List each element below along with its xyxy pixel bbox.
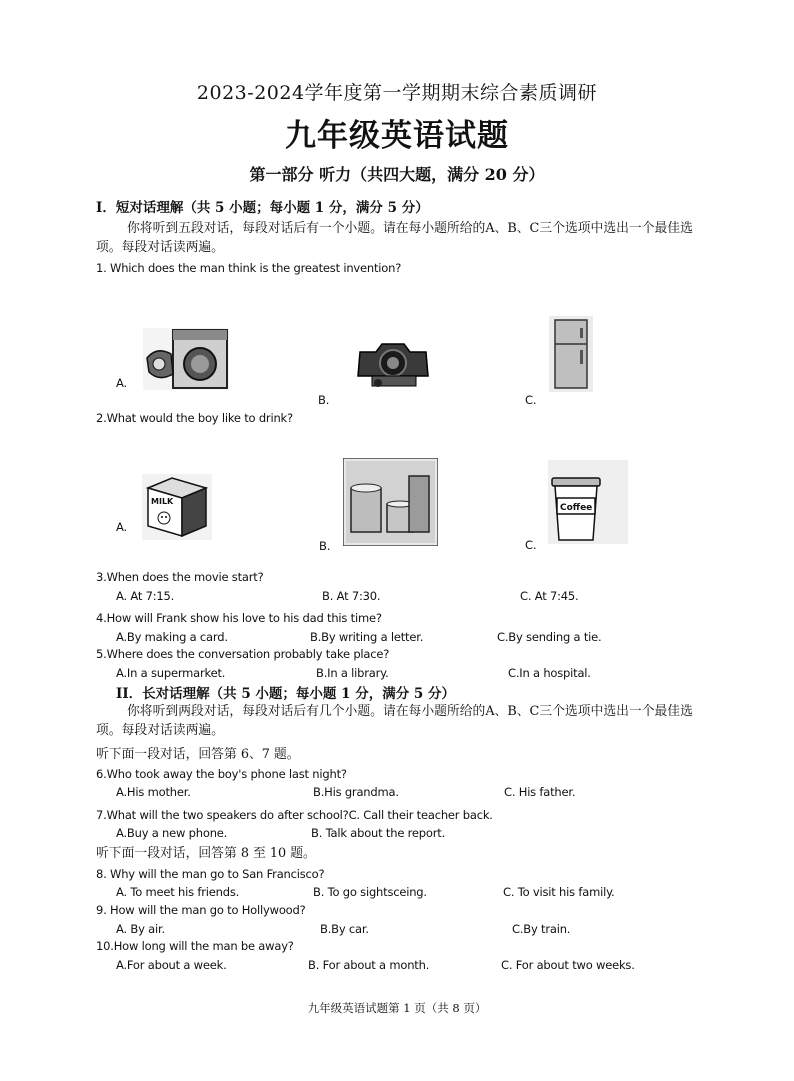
q7-option-b: B. Talk about the report. (311, 826, 446, 840)
q4-option-b: B.By writing a letter. (310, 630, 424, 644)
question-5: 5.Where does the conversation probably take place? (96, 647, 390, 661)
section1-instruction-line1: 你将听到五段对话，每段对话后有一个小题。请在每小题所给的A、B、C三个选项中选出一个最佳选 (127, 221, 693, 236)
q1-option-a-label: A. (116, 376, 127, 390)
q10-option-c: C. For about two weeks. (501, 958, 635, 972)
q10-option-a: A.For about a week. (116, 958, 227, 972)
q5-option-c: C.In a hospital. (508, 666, 591, 680)
q2-option-b-label: B. (319, 539, 331, 553)
q6-option-a: A.His mother. (116, 785, 191, 799)
q2-option-c-label: C. (525, 538, 537, 552)
question-4: 4.How will Frank show his love to his dad this time? (96, 611, 382, 625)
q8-option-b: B. To go sightsceing. (313, 885, 427, 899)
question-10: 10.How long will the man be away? (96, 939, 294, 953)
question-2: 2.What would the boy like to drink? (96, 411, 293, 425)
q3-option-a: A. At 7:15. (116, 589, 175, 603)
washing-machine-icon (143, 328, 229, 390)
q3-option-b: B. At 7:30. (322, 589, 381, 603)
dialogue-lead-8-10: 听下面一段对话，回答第 8 至 10 题。 (96, 846, 316, 861)
part-heading: 第一部分 听力（共四大题，满分 20 分） (249, 165, 545, 184)
dialogue-lead-6-7: 听下面一段对话，回答第 6、7 题。 (96, 747, 300, 762)
section1-instruction-line2: 项。每段对话读两遍。 (96, 240, 224, 255)
q10-option-b: B. For about a month. (308, 958, 430, 972)
exam-line: 2023-2024学年度第一学期期末综合素质调研 (196, 82, 598, 104)
q9-option-b: B.By car. (320, 922, 369, 936)
q2-option-a-label: A. (116, 520, 127, 534)
coffee-cup-icon (548, 460, 628, 544)
section2-instruction-line1: 你将听到两段对话，每段对话后有几个小题。请在每小题所给的A、B、C三个选项中选出一个最佳选 (127, 704, 693, 719)
question-6: 6.Who took away the boy's phone last night? (96, 767, 347, 781)
milk-carton-icon (142, 474, 212, 540)
page-footer: 九年级英语试题第 1 页（共 8 页） (307, 1001, 487, 1015)
q4-option-c: C.By sending a tie. (497, 630, 602, 644)
water-glasses-icon (343, 458, 438, 546)
q3-option-c: C. At 7:45. (520, 589, 579, 603)
q8-option-c: C. To visit his family. (503, 885, 615, 899)
coffee-label: Coffee (560, 503, 593, 513)
q1-option-b-label: B. (318, 393, 330, 407)
question-3: 3.When does the movie start? (96, 570, 264, 584)
q9-option-c: C.By train. (512, 922, 571, 936)
camera-icon (354, 338, 432, 390)
q8-option-a: A. To meet his friends. (116, 885, 240, 899)
question-8: 8. Why will the man go to San Francisco? (96, 867, 325, 881)
q6-option-b: B.His grandma. (313, 785, 399, 799)
q4-option-a: A.By making a card. (116, 630, 228, 644)
q5-option-b: B.In a library. (316, 666, 389, 680)
section1-heading: I．短对话理解（共 5 小题；每小题 1 分，满分 5 分） (96, 200, 429, 216)
q1-option-c-label: C. (525, 393, 537, 407)
milk-label: MILK (151, 497, 174, 506)
q9-option-a: A. By air. (116, 922, 165, 936)
fridge-icon (549, 316, 593, 392)
q5-option-a: A.In a supermarket. (116, 666, 226, 680)
section2-instruction-line2: 项。每段对话读两遍。 (96, 723, 224, 738)
question-9: 9. How will the man go to Hollywood? (96, 903, 306, 917)
question-1: 1. Which does the man think is the greatest invention? (96, 261, 402, 275)
q7-option-a: A.Buy a new phone. (116, 826, 228, 840)
section2-heading: II．长对话理解（共 5 小题；每小题 1 分，满分 5 分） (116, 686, 456, 702)
question-7: 7.What will the two speakers do after school?C. Call their teacher back. (96, 808, 493, 822)
q6-option-c: C. His father. (504, 785, 576, 799)
page-title: 九年级英语试题 (285, 118, 509, 154)
